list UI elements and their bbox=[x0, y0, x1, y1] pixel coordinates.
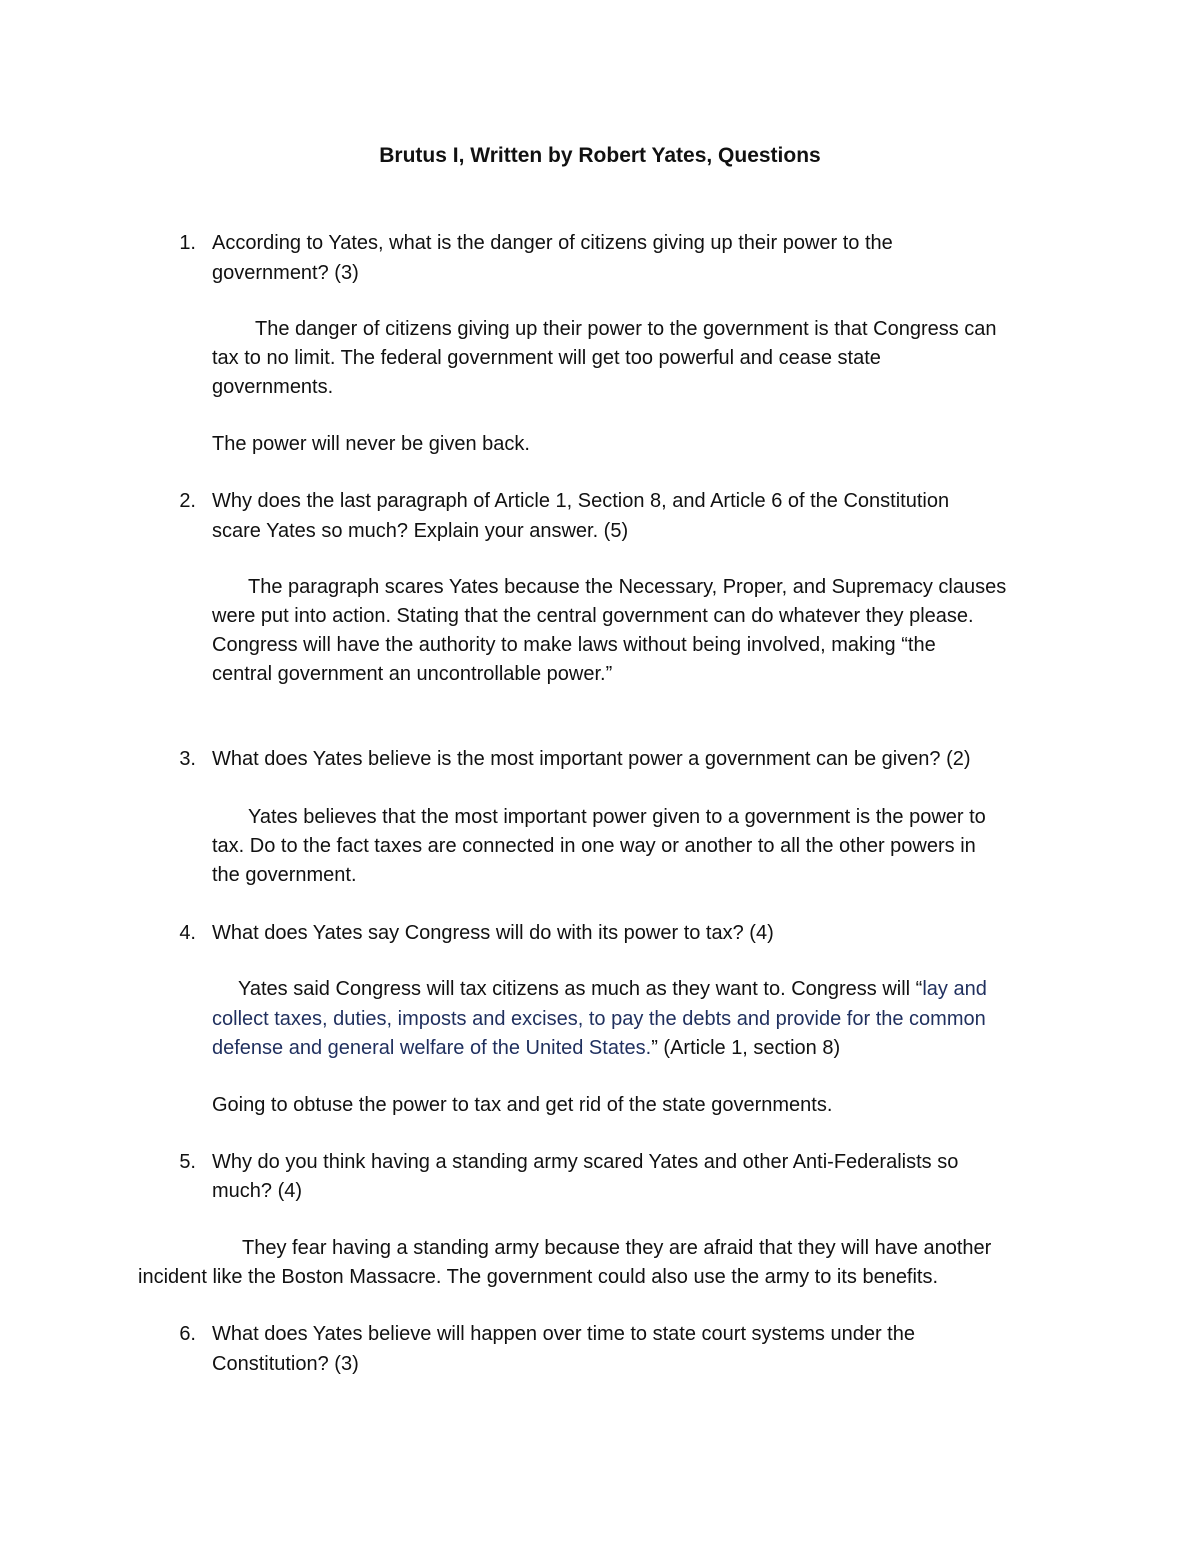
answer-1-line-4: The power will never be given back. bbox=[212, 433, 530, 455]
answer-3-line-3: the government. bbox=[212, 864, 357, 886]
answer-2-line-3: Congress will have the authority to make laws without being involved, making “the bbox=[212, 634, 936, 656]
question-4-number: 4. bbox=[179, 922, 196, 944]
answer-2-line-2: were put into action. Stating that the central government can do whatever they please. bbox=[212, 605, 974, 627]
question-1-text-line-2: government? (3) bbox=[212, 262, 359, 284]
answer-5-line-1: They fear having a standing army because they are afraid that they will have another bbox=[242, 1237, 992, 1259]
answer-3-line-1: Yates believes that the most important power given to a government is the power to bbox=[248, 806, 986, 828]
answer-4-citation: ” (Article 1, section 8) bbox=[651, 1037, 841, 1059]
answer-4-line-3 bbox=[212, 1034, 840, 1062]
question-1-number: 1. bbox=[179, 232, 196, 254]
question-2-text-line-2: scare Yates so much? Explain your answer. (5) bbox=[212, 520, 629, 542]
question-3-text-line-1: What does Yates believe is the most important power a government can be given? (2) bbox=[212, 748, 971, 770]
answer-5-line-2: incident like the Boston Massacre. The government could also use the army to its benefits. bbox=[138, 1266, 939, 1288]
answer-4-quote-end: defense and general welfare of the United States. bbox=[212, 1037, 652, 1059]
answer-4-line-4: Going to obtuse the power to tax and get rid of the state governments. bbox=[212, 1094, 833, 1116]
answer-3-line-2: tax. Do to the fact taxes are connected in one way or another to all the other powers in bbox=[212, 835, 976, 857]
document-title: Brutus I, Written by Robert Yates, Questions bbox=[379, 144, 821, 167]
question-4-text-line-1: What does Yates say Congress will do with its power to tax? (4) bbox=[212, 922, 774, 944]
question-6-number: 6. bbox=[179, 1323, 196, 1345]
answer-4-line-1 bbox=[238, 975, 987, 1003]
question-2-text-line-1: Why does the last paragraph of Article 1, Section 8, and Article 6 of the Constitution bbox=[212, 490, 950, 512]
question-5-text-line-2: much? (4) bbox=[212, 1180, 303, 1202]
answer-1-line-3: governments. bbox=[212, 376, 334, 398]
answer-2-line-1: The paragraph scares Yates because the Necessary, Proper, and Supremacy clauses bbox=[248, 576, 1007, 598]
question-1-text-line-1: According to Yates, what is the danger of citizens giving up their power to the bbox=[212, 232, 893, 254]
answer-2-line-4: central government an uncontrollable power.” bbox=[212, 663, 613, 685]
answer-1-line-2: tax to no limit. The federal government will get too powerful and cease state bbox=[212, 347, 881, 369]
answer-4-quote-line-2: collect taxes, duties, imposts and excises, to pay the debts and provide for the common bbox=[212, 1008, 986, 1030]
question-2-number: 2. bbox=[179, 490, 196, 512]
question-5-text-line-1: Why do you think having a standing army scared Yates and other Anti-Federalists so bbox=[212, 1151, 959, 1173]
question-5-number: 5. bbox=[179, 1151, 196, 1173]
answer-1-line-1: The danger of citizens giving up their power to the government is that Congress can bbox=[255, 318, 997, 340]
answer-4-quote-start: lay and bbox=[922, 978, 987, 1000]
question-3-number: 3. bbox=[179, 748, 196, 770]
question-6-text-line-2: Constitution? (3) bbox=[212, 1353, 359, 1375]
answer-4-line-1-text: Yates said Congress will tax citizens as much as they want to. Congress will “ bbox=[238, 978, 923, 1000]
question-6-text-line-1: What does Yates believe will happen over time to state court systems under the bbox=[212, 1323, 915, 1345]
